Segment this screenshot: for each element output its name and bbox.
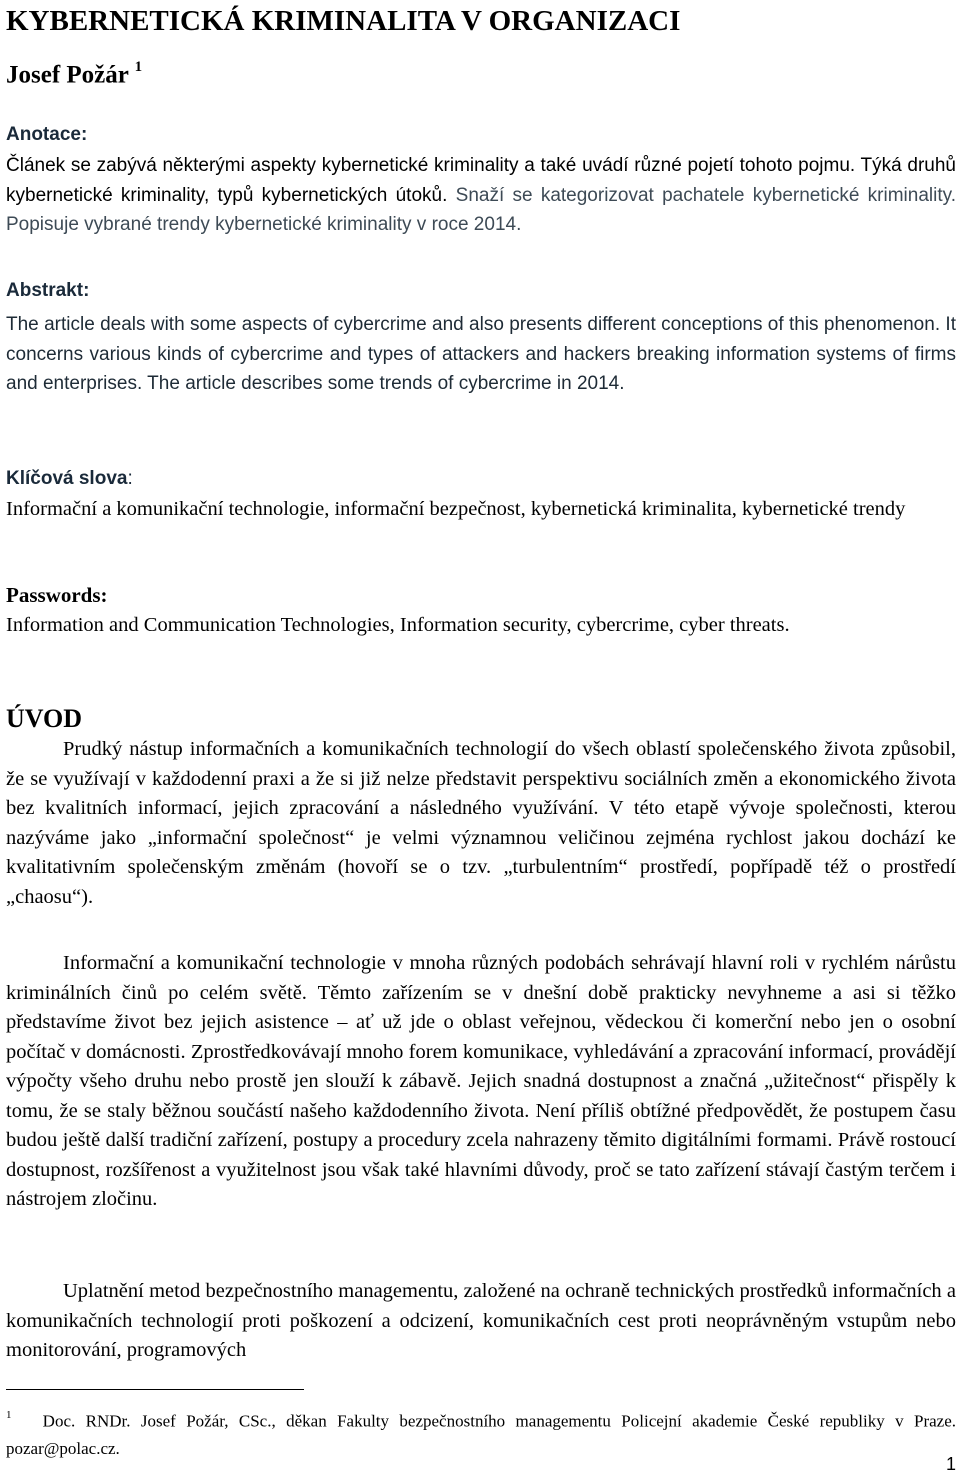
author-name: Josef Požár — [6, 61, 129, 89]
annotation-heading: Anotace: — [6, 124, 88, 145]
footnote — [6, 1404, 956, 1462]
keywords-heading-colon: : — [127, 468, 133, 489]
abstract-heading: Abstrakt: — [6, 280, 90, 301]
annotation-section — [6, 122, 956, 240]
keywords-text: Informační a komunikační technologie, informační bezpečnost, kybernetická kriminalita, kybernetické trendy — [6, 498, 906, 520]
intro-paragraph-3-text: Uplatnění metod bezpečnostního managementu, založené na ochraně technických prostředků informačních a komunikačních technologií proti poškození a odcizení, komunikačních cest proti neoprávněným vstupům nebo monitorování, programových — [6, 1280, 956, 1361]
annotation-text — [6, 151, 956, 240]
intro-paragraph-2 — [6, 949, 956, 1215]
footnote-separator — [6, 1389, 304, 1390]
keywords-heading-text: Klíčová slova — [6, 468, 128, 489]
abstract-text: The article deals with some aspects of cybercrime and also presents different conceptions of this phenomenon. It concerns various kinds of cybercrime and types of attackers and hackers breaking information systems of firms and enterprises. The article describes some trends of cybercrime in 2014. — [6, 314, 956, 394]
intro-paragraph-1 — [6, 735, 956, 912]
annotation-text-part-1: Článek se zabývá některými aspekty kybernetické kriminality a také uvádí různé pojetí tohoto pojmu. Týká druhů kybernetické kriminality, typů kybernetických útoků. — [6, 155, 956, 206]
paper-title: KYBERNETICKÁ KRIMINALITA V ORGANIZACI — [6, 5, 681, 37]
footnote-text: Doc. RNDr. Josef Požár, CSc., děkan Fakulty bezpečnostního managementu Policejní akademie České republiky v Praze. pozar@polac.cz. — [6, 1411, 957, 1458]
intro-paragraph-3 — [6, 1277, 956, 1366]
passwords-section — [6, 582, 956, 641]
footnote-mark: 1 — [6, 1409, 12, 1421]
document-page — [6, 0, 956, 1480]
passwords-heading: Passwords: — [6, 583, 108, 607]
intro-paragraph-1-text: Prudký nástup informačních a komunikačních technologií do všech oblastí společenského života způsobil, že se využívají v každodenní praxi a že si již nelze představit perspektivu sociálních změn a ekonomického života bez kvalitních informací, jejich zpracování a následného využívání. V této etapě vývoje společnosti, kterou nazýváme jako „informační společnost“ je velmi významnou veličinou zejména rychlost jakou dochází ke kvalitativním společenským změnám (hovoří se o tzv. „turbulentním“ prostředí, popřípadě též o prostředí „chaosu“). — [6, 738, 956, 908]
passwords-text: Information and Communication Technologies, Information security, cybercrime, cyber threats. — [6, 614, 790, 636]
author-footnote-mark[interactable]: 1 — [134, 59, 143, 75]
author-line — [6, 54, 142, 90]
annotation-text-part-2: Snaží se kategorizovat pachatele kybernetické kriminality. Popisuje vybrané trendy kybernetické kriminality v roce 2014. — [6, 184, 956, 235]
intro-paragraph-2-text: Informační a komunikační technologie v mnoha různých podobách sehrávají hlavní roli v rychlém nárůstu kriminálních činů po celém světě. Těmto zařízením se v dnešní době prakticky nevyhneme a asi si těžko představíme život bez jejich asistence – ať už jde o oblast veřejnou, vědeckou či komerční nebo jen o osobní počítač v domácnosti. Zprostředkovávají mnoho forem komunikace, vyhledávání a zpracování informací, provádějí výpočty všeho druhu nebo prostě jen slouží k zábavě. Jejich snadná dostupnost a značná „užitečnost“ přispěly k tomu, že se staly běžnou součástí našeho každodenního života. Není příliš obtížné předpovědět, že postupem času budou ještě další tradiční zařízení, postupy a procedury zcela nahrazeny těmito digitálními formami. Právě rostoucí dostupnost, rozšířenost a využitelnost jsou však také hlavními důvody, proč se tato zařízení stávají častým terčem i nástrojem zločinu. — [6, 952, 956, 1210]
intro-heading: ÚVOD — [6, 704, 83, 733]
keywords-heading — [6, 466, 956, 492]
page-number: 1 — [945, 1454, 956, 1474]
abstract-section — [6, 278, 956, 399]
keywords-section — [6, 466, 956, 525]
